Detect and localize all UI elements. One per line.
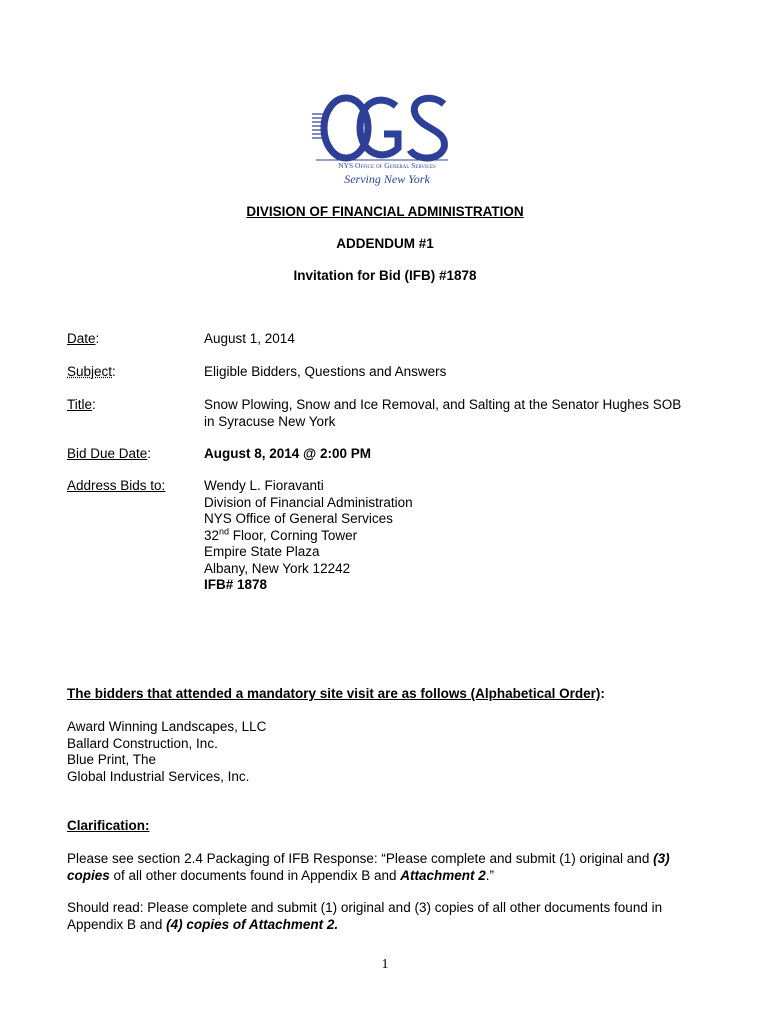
address-ifb: IFB# 1878: [204, 577, 268, 592]
ifb-title: Invitation for Bid (IFB) #1878: [293, 268, 477, 283]
division-title: DIVISION OF FINANCIAL ADMINISTRATION: [246, 204, 524, 219]
title-value-line1: Snow Plowing, Snow and Ice Removal, and Salting at the Senator Hughes SOB: [204, 397, 682, 412]
clarification-paragraph-1: Please see section 2.4 Packaging of IFB Response: “Please complete and submit (1) original and (3) copies of all other documents found in Appendix B and Attachment 2.”: [67, 851, 670, 883]
address-block: [204, 478, 413, 594]
title-label: Title:: [67, 397, 96, 412]
address-line: Empire State Plaza: [204, 544, 320, 559]
bidders-list: [67, 719, 707, 785]
list-item: Blue Print, The: [67, 752, 157, 767]
list-item: Award Winning Landscapes, LLC: [67, 719, 267, 734]
title-value: [204, 397, 681, 430]
addendum-title: ADDENDUM #1: [336, 236, 434, 251]
list-item: Ballard Construction, Inc.: [67, 735, 218, 751]
logo-org-name: NYS Office of General Services: [338, 161, 436, 170]
ogs-logo: [312, 90, 454, 188]
clarification-paragraph-2: Should read: Please complete and submit (1) original and (3) copies of all other documents found in Appendix B and (4) copies of Attachment 2.: [67, 900, 663, 932]
clarification-heading: Clarification:: [67, 818, 150, 833]
address-line: Albany, New York 12242: [204, 560, 351, 576]
subject-value: Eligible Bidders, Questions and Answers: [204, 364, 447, 379]
due-value: August 8, 2014 @ 2:00 PM: [204, 446, 371, 461]
page-number: 1: [381, 957, 389, 972]
address-line: Wendy L. Fioravanti: [204, 478, 324, 493]
title-value-line2: in Syracuse New York: [204, 413, 336, 429]
subject-label: Subject:: [67, 364, 116, 379]
address-label: Address Bids to:: [67, 478, 166, 493]
due-label: Bid Due Date:: [67, 446, 152, 461]
address-line: NYS Office of General Services: [204, 511, 393, 526]
address-line: Division of Financial Administration: [204, 494, 413, 510]
date-label: Date:: [67, 331, 100, 346]
bidders-heading: The bidders that attended a mandatory site visit are as follows (Alphabetical Order):: [67, 686, 605, 701]
date-value: August 1, 2014: [204, 331, 295, 346]
list-item: Global Industrial Services, Inc.: [67, 768, 250, 784]
logo-tagline: Serving New York: [344, 172, 430, 186]
address-line-floor: 32nd Floor, Corning Tower: [204, 526, 358, 543]
